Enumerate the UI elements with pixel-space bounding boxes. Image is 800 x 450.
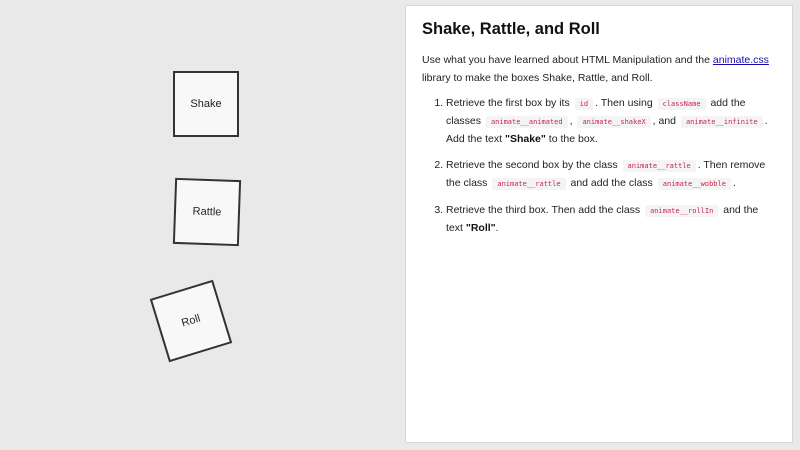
step-item [446,95,776,148]
shake-box-label: Shake [190,98,222,110]
step-text: . Then remove the class [446,159,766,189]
code-snippet: animate__rattle [492,178,565,190]
code-snippet: animate__infinite [681,116,763,128]
step-item [446,202,776,237]
step-text: and the text [446,204,759,234]
code-snippet: animate__rollIn [645,205,718,217]
step-text: and add the class [570,177,653,189]
instructions-panel [405,5,793,443]
intro-text-after: library to make the boxes Shake, Rattle, and Roll. [422,72,653,84]
code-snippet: animate__rattle [623,160,696,172]
step-text: , [569,115,573,127]
roll-box-label: Roll [180,312,202,330]
intro-paragraph [422,51,776,87]
step-text: add the classes [446,97,746,127]
step-text: to the box. [548,133,598,145]
animate-css-link[interactable]: animate.css [712,54,769,66]
step-text: Retrieve the second box by the class [446,159,618,171]
code-snippet: animate__shakeX [577,116,650,128]
step-text: Retrieve the first box by its [446,97,570,109]
step-text: , and [652,115,677,127]
code-snippet: id [575,98,593,110]
bold-text: "Shake" [504,133,546,145]
step-item [446,157,776,193]
step-text: . [732,177,736,189]
roll-box [150,280,232,362]
code-snippet: animate__wobble [658,178,731,190]
shake-box [173,71,239,137]
step-text: Retrieve the third box. Then add the class [446,204,641,216]
intro-text-before: Use what you have learned about HTML Manipulation and the [422,54,710,66]
steps-list [422,95,776,237]
step-text: . Add the text [446,115,768,145]
step-text: . [495,222,499,234]
panel-title: Shake, Rattle, and Roll [422,20,600,38]
rattle-box-label: Rattle [192,205,222,219]
code-snippet: animate__animated [486,116,568,128]
code-snippet: className [658,98,706,110]
step-text: . Then using [595,97,653,109]
rattle-box [173,178,241,246]
bold-text: "Roll" [465,222,496,234]
